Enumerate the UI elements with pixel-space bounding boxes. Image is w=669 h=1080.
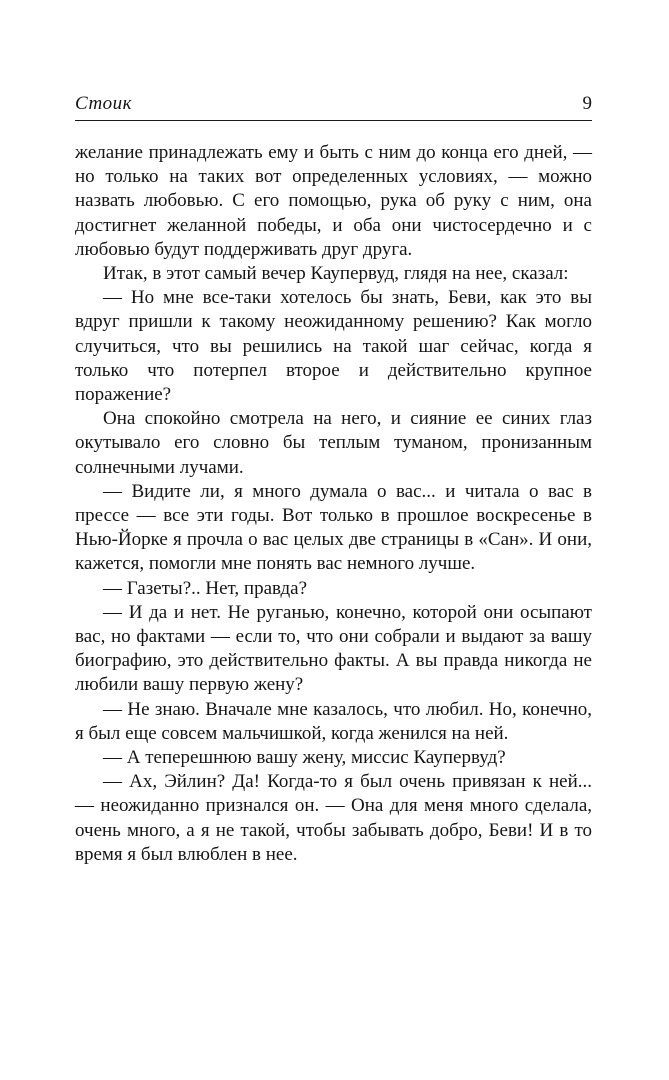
paragraph: Итак, в этот самый вечер Каупервуд, глядя на нее, сказал:	[103, 263, 569, 285]
page-header	[75, 94, 592, 121]
page-body	[75, 141, 592, 867]
paragraph: — Видите ли, я много думала о вас... и читала о вас в прессе — все эти годы. Вот только в прошлое воскресенье в Нью-Йорке я прочла о вас целых две страницы в «Сан». И они, кажется, помогли мне понять вас немного лучше.	[75, 480, 592, 575]
paragraph: — Но мне все-таки хотелось бы знать, Беви, как это вы вдруг пришли к такому неожиданному решению? Как могло случиться, что вы решились на такой шаг сейчас, когда я только что потерпел второе и действительно крупное поражение?	[75, 287, 592, 406]
paragraph: — Газеты?.. Нет, правда?	[103, 577, 308, 599]
paragraph: — А теперешнюю вашу жену, миссис Каупервуд?	[103, 747, 506, 769]
paragraph: желание принадлежать ему и быть с ним до конца его дней, — но только на таких вот определенных условиях, — можно назвать любовью. С его помощью, рука об руку с ним, она достигнет желанной победы, и оба они чистосердечно и с любовью будут поддерживать друг друга.	[75, 142, 592, 260]
book-title: Стоик	[75, 93, 133, 114]
paragraph: — Не знаю. Вначале мне казалось, что любил. Но, конечно, я был еще совсем мальчишкой, когда женился на ней.	[75, 698, 592, 744]
page-number: 9	[582, 93, 592, 114]
paragraph: — Ах, Эйлин? Да! Когда-то я был очень привязан к ней... — неожиданно признался он. — Она для меня много сделала, очень много, а я не такой, чтобы забывать добро, Беви! И в то время я был влюблен в нее.	[75, 771, 592, 865]
paragraph: — И да и нет. Не руганью, конечно, которой они осыпают вас, но фактами — если то, что они собрали и выдают за вашу биографию, это действительно факты. А вы правда никогда не любили вашу первую жену?	[75, 601, 592, 696]
paragraph: Она спокойно смотрела на него, и сияние ее синих глаз окутывало его словно бы теплым туманом, пронизанным солнечными лучами.	[75, 408, 592, 478]
